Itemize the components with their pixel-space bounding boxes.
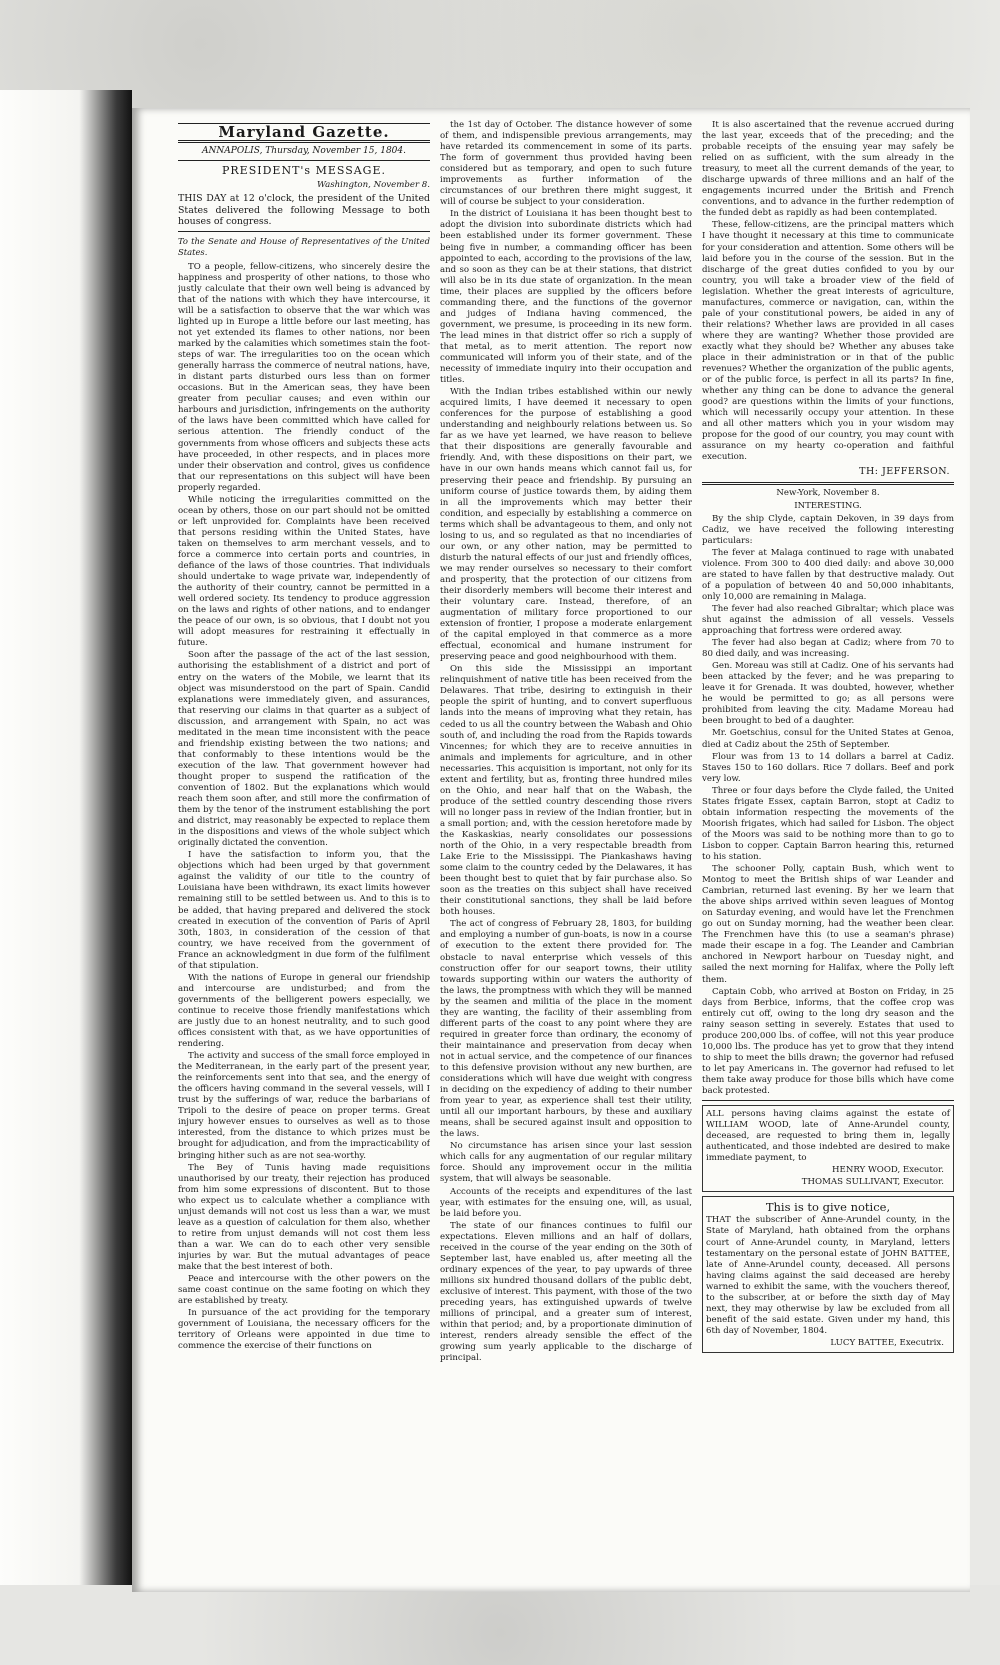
lead-paragraph: THIS DAY at 12 o'clock, the president of the United States delivered the following Message to both houses of congress.: [178, 193, 430, 228]
paragraph: I have the satisfaction to inform you, that the objections which had been urged by that government against the validity of our title to the country of Louisiana have been withdrawn, its exact limits however remaining still to be settled between us. And to this is to be added, that having prepared and delivered the stock created in execution of the convention of Paris of April 30th, 1803, in consideration of the cession of that country, we have received from the government of France an acknowledgment in due form of the fulfilment of that stipulation.: [178, 850, 430, 971]
ad-signer: HENRY WOOD, Executor.: [832, 1165, 944, 1176]
paragraph: The Bey of Tunis having made requisitions unauthorised by our treaty, their rejection has produced from him some expressions of discontent. But to those who expect us to calculate whether a compliance with unjust demands will not cost us less than a war, we must leave as a question of calculation for them also, whether to retire from unjust demands will not cost them less than a war. We can do to each other very sensible injuries by war. But the mutual advantages of peace make that the best interest of both.: [178, 1162, 430, 1272]
paragraph: Mr. Goetschius, consul for the United States at Genoa, died at Cadiz about the 25th of September.: [702, 728, 954, 750]
estate-notice-battee: [702, 1196, 954, 1353]
paragraph: No circumstance has arisen since your last session which calls for any augmentation of our regular military force. Should any improvement occur in the militia system, that will always be seasonable.: [440, 1141, 692, 1185]
paragraph: The fever had also reached Gibraltar; which place was shut against the admission of all vessels. Vessels approaching that fortress were ordered away.: [702, 603, 954, 637]
signature: TH: JEFFERSON.: [859, 466, 950, 478]
paragraph: The state of our finances continues to fulfil our expectations. Eleven millions and an half of dollars, received in the course of the year ending on the 30th of September last, have enabled us, after meeting all the ordinary expences of the year, to pay upwards of three millions six hundred thousand dollars of the public debt, exclusive of interest. This payment, with those of the two preceding years, has extinguished upwards of twelve millions of principal, and a greater sum of interest, within that period; and, by a proportionate diminution of interest, renders already sensible the effect of the growing sum yearly applicable to the discharge of principal.: [440, 1220, 692, 1364]
ad-signer: LUCY BATTEE, Executrix.: [830, 1337, 944, 1348]
paragraph: With the nations of Europe in general our friendship and intercourse are undisturbed; and from the governments of the belligerent powers especially, we continue to receive those friendly manifestations which are justly due to an honest neutrality, and to such good offices consistent with that, as we have opportunities of rendering.: [178, 972, 430, 1050]
estate-notice-wood: [702, 1105, 954, 1192]
dateline: ANNAPOLIS, Thursday, November 15, 1804.: [202, 146, 406, 157]
paragraph: On this side the Mississippi an important relinquishment of native title has been received from the Delawares. That tribe, desiring to extinguish in their people the spirit of hunting, and to convert superfluous lands into the means of improving what they retain, has ceded to us all the country between the Wabash and Ohio south of, and including the road from the Rapids towards Vincennes; for which they are to receive annuities in animals and implements for agriculture, and in other necessaries. This acquisition is important, not only for its extent and fertility, but as, fronting three hundred miles on the Ohio, and near half that on the Wabash, the produce of the settled country descending those rivers will no longer pass in review of the Indian frontier, but in a small portion; and, with the cession heretofore made by the Kaskaskias, nearly consolidates our possessions north of the Ohio, in a very respectable breadth from Lake Erie to the Mississippi. The Piankashaws having some claim to the country ceded by the Delawares, it has been thought best to quiet that by fair purchase also. So soon as the treaties on this subject shall have received their constitutional sanctions, they shall be laid before both houses.: [440, 664, 692, 918]
scan-binding-edge: [0, 90, 132, 1590]
section-rule: [702, 482, 954, 485]
column-3: [702, 120, 954, 1580]
masthead: Maryland Gazette.: [218, 123, 390, 141]
paragraph: With the Indian tribes established within our newly acquired limits, I have deemed it necessary to open conferences for the purpose of establishing a good understanding and neighbourly relations between us. So far as we have yet learned, we have reason to believe that their dispositions are generally favourable and friendly. And, with these dispositions on their part, we have in our own hands means which cannot fail us, for preserving their peace and friendship. By pursuing an uniform course of justice towards them, by aiding them in all the improvements which may better their condition, and especially by establishing a commerce on terms which shall be advantageous to them, and only not losing to us, and so regulated as that no incendiaries of our own, or any other nation, may be permitted to disturb the natural effects of our just and friendly offices, we may render ourselves so necessary to their comfort and prosperity, that the protection of our citizens from their disorderly members will become their interest and their voluntary care. Instead, therefore, of an augmentation of military force proportioned to our extension of frontier, I propose a moderate enlargement of the capital employed in that commerce as a more effectual, economical and humane instrument for preserving peace and good neighbourhood with them.: [440, 387, 692, 663]
ny-heading: INTERESTING.: [794, 500, 862, 511]
paragraph: It is also ascertained that the revenue accrued during the last year, exceeds that of the preceding; and the probable receipts of the ensuing year may safely be relied on as sufficient, with the sum already in the treasury, to meet all the current demands of the year, to discharge upwards of three millions and an half of the engagements incurred under the British and French conventions, and to advance in the further redemption of the funded debt as rapidly as had been contemplated.: [702, 120, 954, 219]
ad-rule: [702, 1100, 954, 1101]
paragraph: While noticing the irregularities committed on the ocean by others, those on our part should not be omitted or left unprovided for. Complaints have been received that persons residing within the United States, have taken on themselves to arm merchant vessels, and to force a commerce into certain ports and countries, in defiance of the laws of those countries. That individuals should undertake to wage private war, independently of the authority of their country, cannot be permitted in a well ordered society. Its tendency to produce aggression on the laws and rights of other nations, and to endanger the peace of our own, is so obvious, that I doubt not you will adopt measures for restraining it effectually in future.: [178, 494, 430, 649]
paragraph: The fever had also began at Cadiz; where from 70 to 80 died daily, and was increasing.: [702, 638, 954, 660]
paragraph: In the district of Louisiana it has been thought best to adopt the division into subordinate districts which had been established under its former government. These being five in number, a commanding officer has been appointed to each, according to the provisions of the law, and so soon as they can be at their stations, that district will also be in its due state of organization. In the mean time, their places are supplied by the officers before commanding there, and the functions of the governor and judges of Indiana having commenced, the government, we presume, is proceeding in its new form. The lead mines in that district offer so rich a supply of that metal, as to merit attention. The report now communicated will inform you of their state, and of the necessity of immediate inquiry into their occupation and titles.: [440, 209, 692, 386]
paragraph: Flour was from 13 to 14 dollars a barrel at Cadiz. Staves 150 to 160 dollars. Rice 7 dollars. Beef and pork very low.: [702, 751, 954, 784]
paragraph: The activity and success of the small force employed in the Mediterranean, in the early part of the present year, the reinforcements sent into that sea, and the energy of the officers having command in the several vessels, will I trust by the sufferings of war, reduce the barbarians of Tripoli to the desire of peace on proper terms. Great injury however ensues to ourselves as well as to those interested, from the distance to which prizes must be brought for adjudication, and from the impracticability of bringing hither such as are not sea-worthy.: [178, 1051, 430, 1161]
ad-text: THAT the subscriber of Anne-Arundel county, in the State of Maryland, hath obtained from the orphans court of Anne-Arundel county, in Maryland, letters testamentary on the personal estate of JOHN BATTEE, late of Anne-Arundel county, deceased. All persons having claims against the said deceased are hereby warned to exhibit the same, with the vouchers thereof, to the subscriber, at or before the sixth day of May next, they may otherwise by law be excluded from all benefit of the said estate. Given under my hand, this 6th day of November, 1804.: [706, 1215, 950, 1336]
paragraph: Accounts of the receipts and expenditures of the last year, with estimates for the ensuing one, will, as usual, be laid before you.: [440, 1186, 692, 1219]
address-line: To the Senate and House of Representatives of the United States.: [178, 235, 430, 257]
paragraph: Captain Cobb, who arrived at Boston on Friday, in 25 days from Berbice, informs, that the coffee crop was entirely cut off, owing to the long dry season and the rainy season setting in severely. Estates that used to produce 200,000 lbs. of coffee, will not this year produce 10,000 lbs. The produce has yet to grow that they intend to ship to meet the bills drawn; the governor had refused to let pay Americans in. The governor had refused to let them take away produce for those bills which have come back protested.: [702, 986, 954, 1096]
scan-border-bottom: [0, 1585, 1000, 1665]
paragraph: The schooner Polly, captain Bush, which went to Montog to meet the British ships of war Leander and Cambrian, returned last evening. By her we learn that the above ships arrived within seven leagues of Montog on Saturday evening, and would have let the Frenchmen go out on Sunday morning, had the weather been clear. The Frenchmen have this (to use a seaman's phrase) made their escape in a fog. The Leander and Cambrian anchored in Newport harbour on Tuesday night, and sailed the next morning for Halifax, where the Polly left them.: [702, 864, 954, 985]
paragraph: the 1st day of October. The distance however of some of them, and indispensible previous arrangements, may have retarded its commencement in some of its parts. The form of government thus provided having been considered but as temporary, and open to such future improvements as further information of the circumstances of our brethren there might suggest, it will of course be subject to your consideration.: [440, 120, 692, 208]
washington-dateline: Washington, November 8.: [317, 180, 430, 191]
paragraph: Soon after the passage of the act of the last session, authorising the establishment of a district and port of entry on the waters of the Mobile, we learnt that its object was misunderstood on the part of Spain. Candid explanations were immediately given, and assurances, that reserving our claims in that quarter as a subject of discussion, and arrangement with Spain, no act was meditated in the mean time inconsistent with the peace and friendship existing between the two nations; and that conformably to these intentions would be the execution of the law. That government however had thought proper to suspend the ratification of the convention of 1802. But the explanations which would reach them soon after, and still more the confirmation of them by the tenor of the instrument establishing the port and district, may reasonably be expected to replace them in the dispositions and views of the whole subject which originally dictated the convention.: [178, 650, 430, 849]
lead-rule: [178, 231, 430, 232]
paragraph: In pursuance of the act providing for the temporary government of Louisiana, the necessary officers for the territory of Orleans were appointed in due time to commence the exercise of their functions on: [178, 1308, 430, 1352]
paragraph: These, fellow-citizens, are the principal matters which I have thought it necessary at this time to communicate for your consideration and attention. Some others will be laid before you in the course of the session. But in the discharge of the great duties confided to you by our country, you will take a broader view of the field of legislation. Whether the great interests of agriculture, manufactures, commerce or navigation, can, within the pale of your constitutional powers, be aided in any of their relations? Whether laws are provided in all cases where they are wanting? Whether those provided are exactly what they should be? Whether any abuses take place in their administration or in that of the public revenues? Whether the organization of the public agents, or of the public force, is perfect in all its parts? In fine, whether any thing can be done to advance the general good? are questions within the limits of your functions, which will necessarily occupy your attention. In these and all other matters which you in your wisdom may propose for the good of our country, you may count with assurance on my hearty co-operation and faithful execution.: [702, 220, 954, 463]
ad-signer: THOMAS SULLIVANT, Executor.: [801, 1177, 944, 1188]
paragraph: Peace and intercourse with the other powers on the same coast continue on the same footing on which they are established by treaty.: [178, 1274, 430, 1307]
column-1: [178, 120, 430, 1580]
ny-dateline: New-York, November 8.: [776, 487, 880, 498]
paragraph: The fever at Malaga continued to rage with unabated violence. From 300 to 400 died daily: and above 30,000 are stated to have fallen by that destructive malady. Out of a population of between 40 and 50,000 inhabitants, only 10,000 are remaining in Malaga.: [702, 547, 954, 602]
scan-border-top: [0, 0, 1000, 110]
column-2: [440, 120, 692, 1580]
paragraph: By the ship Clyde, captain Dekoven, in 39 days from Cadiz, we have received the following interesting particulars:: [702, 513, 954, 546]
paragraph: Three or four days before the Clyde failed, the United States frigate Essex, captain Barron, stopt at Cadiz to obtain information respecting the movements of the Moorish frigates, which had sailed for Lisbon. The object of the Moors was said to be nothing more than to go to Lisbon to copper. Captain Barron hearing this, returned to his station.: [702, 785, 954, 862]
paragraph: TO a people, fellow-citizens, who sincerely desire the happiness and prosperity of other nations, to those who justly calculate that their own well being is advanced by that of the nations with which they have intercourse, it will be a satisfaction to observe that the war which was lighted up in Europe a little before our last meeting, has not yet extended its flames to other nations, nor been marked by the calamities which sometimes stain the foot-steps of war. The irregularities too on the ocean which generally harrass the commerce of neutral nations, have, in distant parts disturbed ours less than on former occasions. But in the American seas, they have been greater from peculiar causes; and even within our harbours and jurisdiction, infringements on the authority of the laws have been committed which have called for serious attention. The friendly conduct of the governments from whose officers and subjects these acts have proceeded, in other respects, and in places more under their observation and control, gives us confidence that our representations on this subject will have been properly regarded.: [178, 261, 430, 493]
newspaper-page: [132, 108, 970, 1592]
paragraph: The act of congress of February 28, 1803, for building and employing a number of gun-boats, is now in a course of execution to the extent there provided for. The obstacle to naval enterprise which vessels of this construction offer for our seaport towns, their utility towards supporting within our waters the authority of the laws, the promptness with which they will be manned by the seamen and militia of the place in the moment they are wanting, the facility of their assembling from different parts of the coast to any point where they are required in greater force than ordinary, the economy of their maintainance and preservation from decay when not in actual service, and the competence of our finances to this defensive provision without any new burthen, are considerations which will have due weight with congress in deciding on the expediency of adding to their number from year to year, as experience shall test their utility, until all our important harbours, by these and auxiliary means, shall be secured against insult and opposition to the laws.: [440, 919, 692, 1140]
paragraph: Gen. Moreau was still at Cadiz. One of his servants had been attacked by the fever; and he was preparing to leave it for Grenada. It was doubted, however, whether he would be permitted to go; as all persons were prohibited from leaving the city. Madame Moreau had been brought to bed of a daughter.: [702, 661, 954, 727]
ad-text: ALL persons having claims against the estate of WILLIAM WOOD, late of Anne-Arundel county, deceased, are requested to bring them in, legally authenticated, and those indebted are desired to make immediate payment, to: [706, 1109, 950, 1164]
message-title: PRESIDENT's MESSAGE.: [222, 164, 386, 178]
ad-title: This is to give notice,: [765, 1200, 891, 1215]
dateline-rule: [178, 160, 430, 161]
